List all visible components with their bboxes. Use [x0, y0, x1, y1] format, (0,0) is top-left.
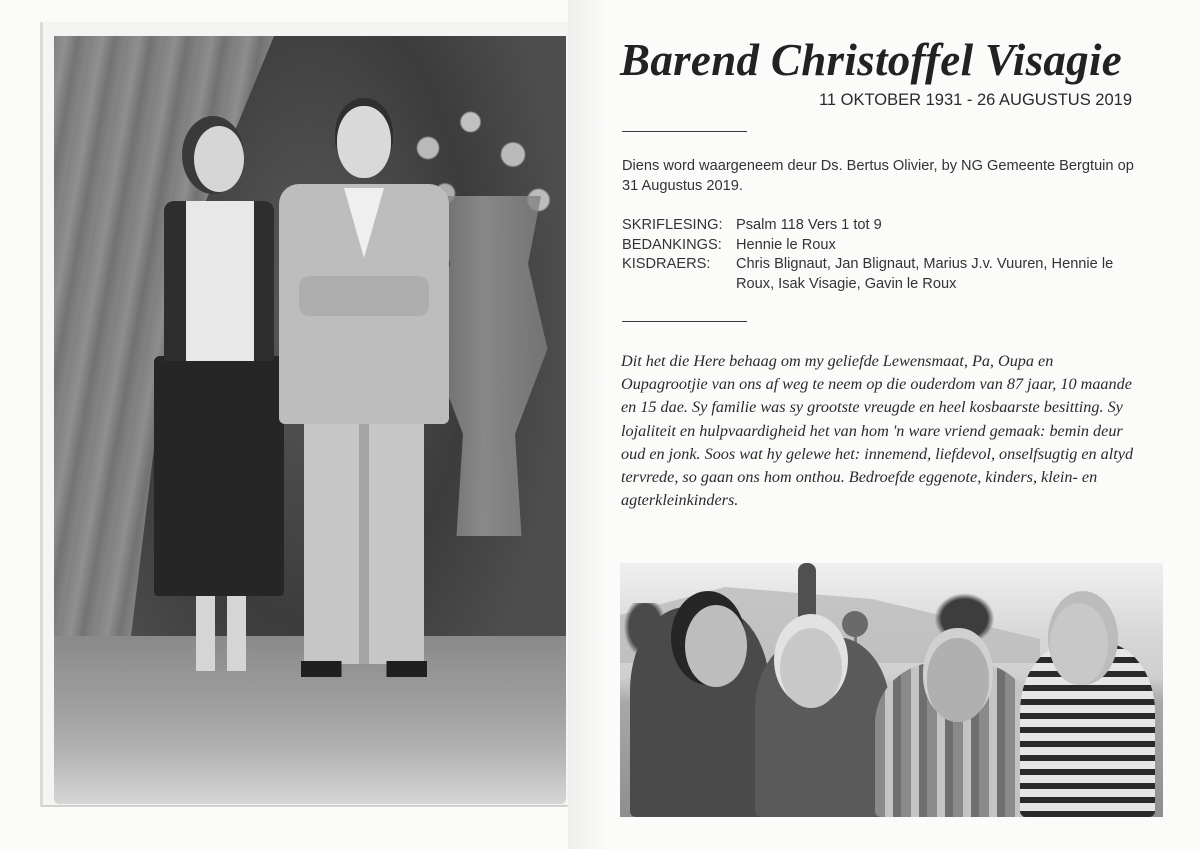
- woman-legs: [196, 596, 246, 671]
- divider-top: [622, 131, 747, 132]
- tribute-text: Dit het die Here behaag om my geliefde Lewensmaat, Pa, Oupa en Oupagrootjie van ons af weg te neem op die ouderdom van 87 jaar, 10 maande en 15 dae. Sy familie was sy grootste vreugde en heel kosbaarste besitting. Sy lojaliteit en hulpvaardigheid het van hom 'n ware vriend gemaak: bemin deur oud en jonk. Soos wat hy gelewe het: innemend, liefdevol, onselfsugtig en altyd tervrede, so gaan ons hom onthou. Bedroefde eggenote, kinders, klein- en agterkleinkinders.: [621, 352, 1134, 510]
- woman-head: [194, 126, 244, 192]
- service-roles: [622, 216, 1142, 294]
- woman-figure: [154, 126, 284, 671]
- person-1-head: [685, 605, 747, 687]
- role-value: Hennie le Roux: [736, 236, 836, 253]
- role-row-skriflesing: [622, 216, 1142, 236]
- man-shoes: [301, 661, 427, 677]
- role-value: Chris Blignaut, Jan Blignaut, Marius J.v. Vuuren, Hennie le Roux, Isak Visagie, Gavin le Roux: [736, 256, 1114, 292]
- person-3-head: [927, 638, 989, 722]
- road-sign: [842, 611, 868, 637]
- man-figure: [279, 106, 449, 676]
- role-value: Psalm 118 Vers 1 tot 9: [736, 217, 882, 233]
- divider-bottom: [622, 321, 747, 322]
- person-4-head: [1050, 603, 1108, 685]
- woman-skirt: [154, 356, 284, 596]
- vintage-couple-photo: [54, 36, 566, 804]
- role-row-kisdraers: [622, 255, 1142, 294]
- role-label: SKRIFLESING:: [622, 217, 723, 233]
- man-folded-arms: [299, 276, 429, 316]
- deceased-name-title: Barend Christoffel Visagie: [620, 35, 1123, 85]
- role-row-bedankings: [622, 236, 1142, 256]
- role-label: BEDANKINGS:: [622, 236, 722, 253]
- role-label: KISDRAERS:: [622, 256, 711, 272]
- man-trousers: [304, 424, 424, 664]
- woman-top: [164, 201, 274, 361]
- family-beach-photo: [620, 563, 1163, 817]
- person-2-head: [780, 628, 842, 708]
- man-head: [337, 106, 391, 178]
- page-fold: [568, 0, 608, 849]
- life-dates: 11 OKTOBER 1931 - 26 AUGUSTUS 2019: [818, 91, 1132, 109]
- service-details: Diens word waargeneem deur Ds. Bertus Olivier, by NG Gemeente Bergtuin op 31 Augustus 2019.: [622, 158, 1134, 194]
